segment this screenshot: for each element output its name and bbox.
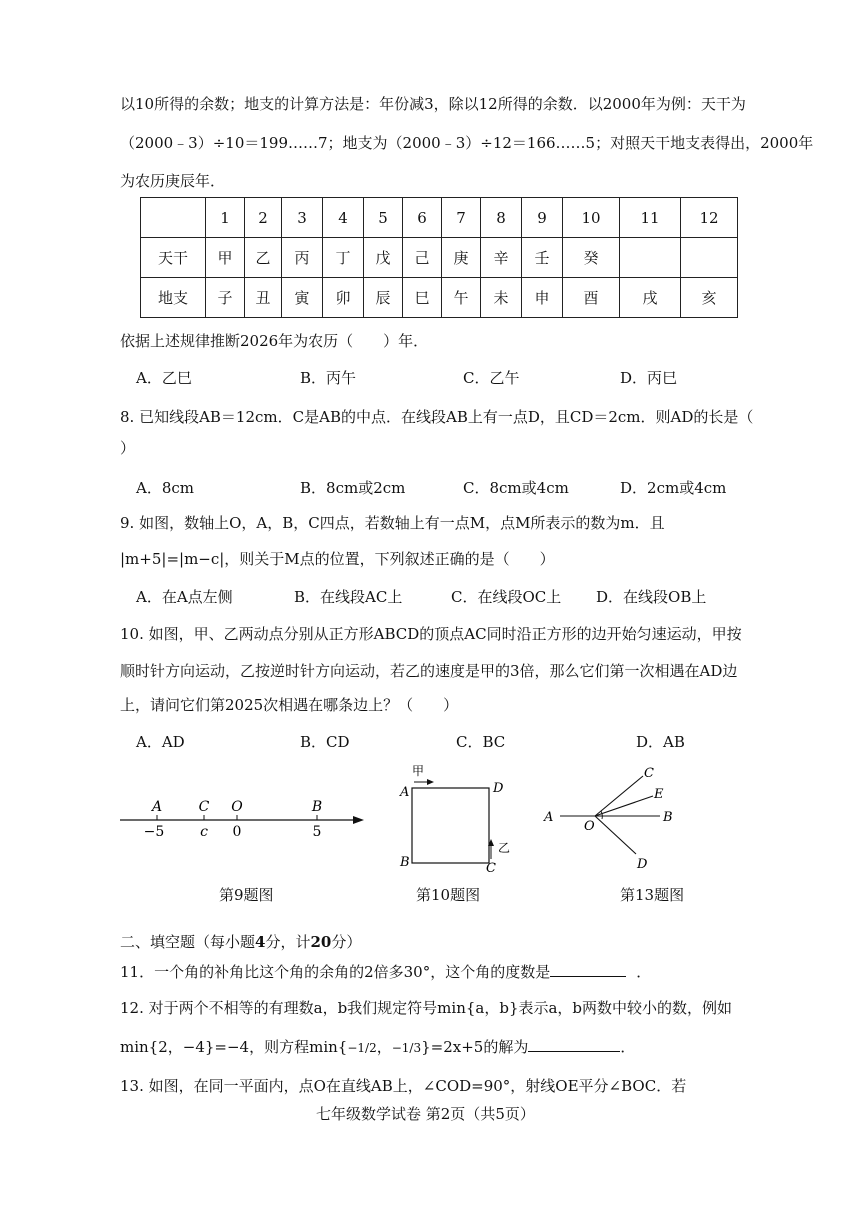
table-cell: 壬	[522, 238, 563, 278]
point-label-a: A	[151, 799, 163, 815]
table-cell: 7	[442, 198, 481, 238]
section-2-title-part-2: 分，计	[265, 933, 311, 951]
q10-option-c: C．BC	[456, 733, 506, 751]
table-cell: 戌	[620, 278, 681, 318]
table-cell	[620, 238, 681, 278]
label-o: O	[584, 819, 595, 834]
caption-fig-13: 第13题图	[620, 886, 685, 904]
q9-stem-line-2: |m+5|=|m−c|，则关于M点的位置，下列叙述正确的是（ ）	[120, 550, 555, 568]
section-2-title-part-1: 二、填空题（每小题	[120, 933, 256, 951]
table-cell: 地支	[141, 278, 206, 318]
q10-stem-line-1: 10. 如图，甲、乙两动点分别从正方形ABCD的顶点AC同时沿正方形的边开始匀速运动，甲按	[120, 625, 742, 643]
q10-option-d: D．AB	[636, 733, 685, 751]
q7-stem: 依据上述规律推断2026年为农历（ ）年．	[120, 332, 429, 350]
table-cell: 巳	[403, 278, 442, 318]
ray-oe	[595, 796, 653, 816]
section-2-title-bold-1: 4	[255, 933, 266, 951]
label-e: E	[654, 787, 664, 802]
point-label-o: O	[231, 799, 243, 815]
table-cell: 子	[206, 278, 245, 318]
label-c: C	[644, 766, 654, 781]
table-cell: 3	[282, 198, 323, 238]
figure-13-angles	[540, 760, 690, 875]
section-2-title-part-3: 分）	[331, 933, 362, 951]
table-cell: 12	[681, 198, 738, 238]
jia-arrow-head	[427, 779, 434, 785]
q8-option-c: C．8cm或4cm	[463, 479, 569, 497]
label-b: B	[663, 810, 673, 825]
figure-10-square	[390, 760, 520, 875]
table-cell: 11	[620, 198, 681, 238]
table-cell: 丑	[245, 278, 282, 318]
table-cell: 未	[481, 278, 522, 318]
ray-od	[595, 816, 636, 854]
table-cell: 辛	[481, 238, 522, 278]
table-cell: 申	[522, 278, 563, 318]
table-cell: 卯	[323, 278, 364, 318]
point-value-b: 5	[312, 824, 322, 840]
q11-line	[120, 961, 651, 983]
intro-line-1: 以10所得的余数；地支的计算方法是：年份减3，除以12所得的余数．以2000年为例：天干为	[120, 95, 746, 113]
caption-fig-9: 第9题图	[219, 886, 274, 904]
table-cell: 4	[323, 198, 364, 238]
q8-stem-line-1: 8. 已知线段AB＝12cm．C是AB的中点．在线段AB上有一点D，且CD＝2cm．则AD的长是（	[120, 408, 754, 426]
table-cell: 酉	[563, 278, 620, 318]
q13-stem: 13. 如图，在同一平面内，点O在直线AB上，∠COD=90°，射线OE平分∠BOC．若	[120, 1077, 687, 1095]
q10-option-b: B．CD	[300, 733, 350, 751]
q11-tail: ．	[636, 963, 652, 981]
page-footer: 七年级数学试卷 第2页（共5页）	[316, 1105, 535, 1123]
q10-stem-line-3: 上，请问它们第2025次相遇在哪条边上？（ ）	[120, 696, 459, 714]
table-cell	[681, 238, 738, 278]
q7-option-d: D．丙巳	[620, 369, 678, 387]
q12-answer-blank[interactable]	[528, 1051, 620, 1052]
q9-option-d: D．在线段OB上	[596, 588, 707, 606]
table-cell: 辰	[364, 278, 403, 318]
table-cell: 9	[522, 198, 563, 238]
vertex-b: B	[400, 855, 410, 870]
q8-option-b: B．8cm或2cm	[300, 479, 406, 497]
table-row-dizhi	[141, 278, 738, 318]
q12-stem-part-a: min{2，−4}=−4，则方程min{	[120, 1038, 348, 1056]
table-cell: 天干	[141, 238, 206, 278]
table-cell: 庚	[442, 238, 481, 278]
q11-stem: 11．一个角的补角比这个角的余角的2倍多30°，这个角的度数是	[120, 963, 551, 981]
point-value-c: c	[200, 824, 208, 840]
q10-option-a: A．AD	[136, 733, 185, 751]
q9-option-c: C．在线段OC上	[451, 588, 562, 606]
table-cell: 10	[563, 198, 620, 238]
vertex-a: A	[400, 785, 410, 800]
point-label-b: B	[311, 799, 323, 815]
square-abcd	[412, 788, 489, 863]
number-line-arrow	[353, 816, 364, 824]
q7-option-c: C．乙午	[463, 369, 520, 387]
table-cell: 2	[245, 198, 282, 238]
label-d: D	[637, 857, 648, 872]
q9-stem-line-1: 9. 如图，数轴上O，A，B，C四点，若数轴上有一点M，点M所表示的数为m．且	[120, 514, 665, 532]
intro-line-2: （2000﹣3）÷10＝199……7；地支为（2000﹣3）÷12＝166……5；对照天干地支表得出，2000年	[120, 134, 814, 152]
point-value-a: −5	[143, 824, 165, 840]
table-cell: 乙	[245, 238, 282, 278]
q12-tail: ．	[620, 1038, 636, 1056]
caption-fig-10: 第10题图	[416, 886, 481, 904]
table-cell: 亥	[681, 278, 738, 318]
table-cell: 丙	[282, 238, 323, 278]
intro-line-3: 为农历庚辰年．	[120, 172, 226, 190]
point-label-c: C	[198, 799, 210, 815]
q7-option-a: A．乙巳	[136, 369, 192, 387]
q9-option-a: A．在A点左侧	[136, 588, 233, 606]
figure-9-number-line	[110, 790, 380, 850]
q7-option-b: B．丙午	[300, 369, 357, 387]
table-cell: 丁	[323, 238, 364, 278]
table-cell: 6	[403, 198, 442, 238]
point-value-o: 0	[232, 824, 242, 840]
q12-stem-line-1: 12. 对于两个不相等的有理数a，b我们规定符号min{a，b}表示a，b两数中较小的数，例如	[120, 999, 733, 1017]
q9-option-b: B．在线段AC上	[294, 588, 403, 606]
section-2-title	[120, 931, 361, 953]
label-yi: 乙	[498, 841, 511, 855]
label-a: A	[544, 810, 554, 825]
table-cell: 1	[206, 198, 245, 238]
q12-comma: ，	[376, 1038, 392, 1056]
ray-oc	[595, 776, 643, 816]
table-cell: 8	[481, 198, 522, 238]
q12-fraction-1: −1/2	[347, 1041, 377, 1055]
q12-line-2	[120, 1036, 635, 1059]
table-cell: 寅	[282, 278, 323, 318]
table-cell	[141, 198, 206, 238]
q12-fraction-2: −1/3	[391, 1041, 422, 1055]
table-cell: 5	[364, 198, 403, 238]
angle-arc	[601, 811, 602, 819]
table-cell: 午	[442, 278, 481, 318]
table-cell: 甲	[206, 238, 245, 278]
section-2-title-bold-2: 20	[310, 933, 332, 951]
tiangan-dizhi-table	[140, 197, 738, 318]
q8-stem-line-2: ）	[120, 439, 136, 457]
table-cell: 癸	[563, 238, 620, 278]
q8-option-a: A．8cm	[136, 479, 195, 497]
q12-stem-part-b: }=2x+5的解为	[421, 1038, 529, 1056]
table-cell: 己	[403, 238, 442, 278]
q11-answer-blank[interactable]	[550, 976, 626, 977]
table-cell: 戊	[364, 238, 403, 278]
q8-option-d: D．2cm或4cm	[620, 479, 727, 497]
table-row-tiangan	[141, 238, 738, 278]
vertex-d: D	[493, 781, 504, 796]
label-jia: 甲	[412, 764, 425, 778]
table-header-row	[141, 198, 738, 238]
q10-stem-line-2: 顺时针方向运动，乙按逆时针方向运动，若乙的速度是甲的3倍，那么它们第一次相遇在AD边	[120, 662, 738, 680]
vertex-c: C	[486, 861, 496, 875]
